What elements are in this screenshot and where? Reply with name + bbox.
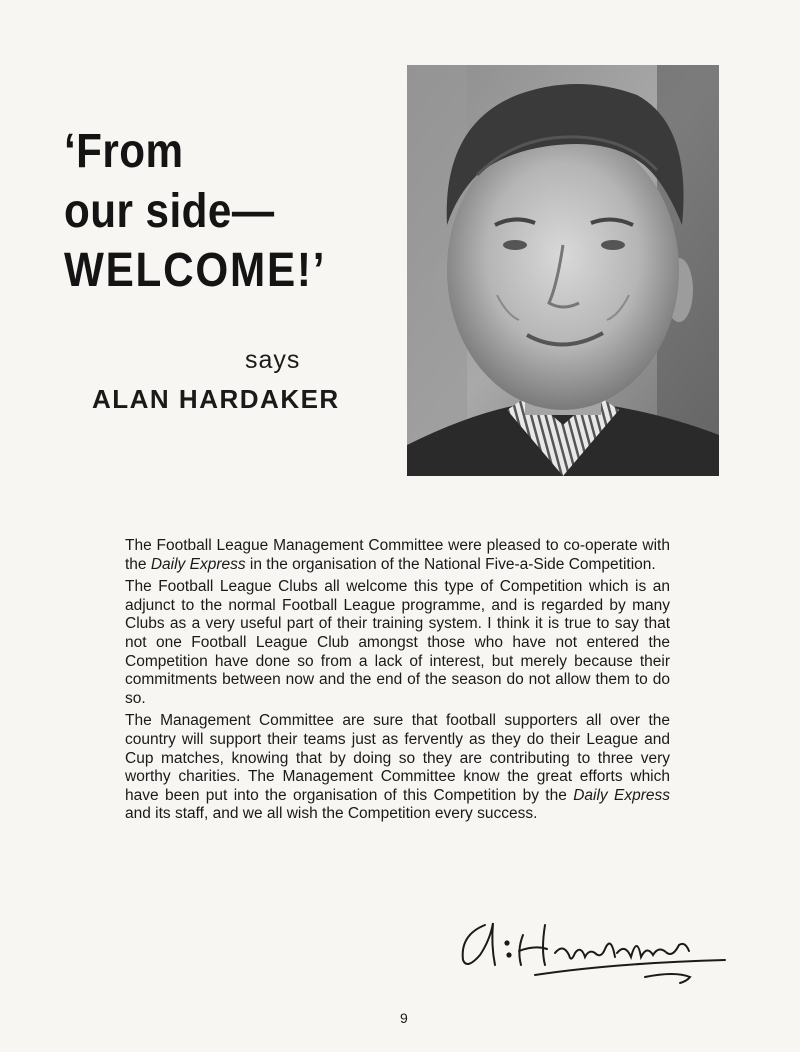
byline-says: says [245, 346, 301, 374]
portrait-photo [407, 65, 719, 476]
headline-line-3: WELCOME!’ [64, 244, 327, 298]
paragraph-2: The Football League Clubs all welcome this type of Competition which is an adjunct to the normal Football League programme, and is regarded by many Clubs as a very useful part of their training system. I think it is true to say that not one Football League Club amongst those who have not entered the Competition have done so from a lack of interest, but merely because their commitments between now and the end of the season do not allow them to do so. [125, 578, 670, 707]
headline-line-2: our side— [64, 184, 275, 238]
headline-line-1: ‘From [64, 125, 184, 178]
page-number: 9 [400, 1010, 408, 1026]
paragraph-1: The Football League Management Committee were pleased to co-operate with the Daily Express in the organisation of the National Five-a-Side Competition. [125, 537, 670, 573]
headline [64, 122, 326, 301]
paragraph-3: The Management Committee are sure that football supporters all over the country will support their teams just as fervently as they do their League and Cup matches, knowing that by doing so they are contributing to three very worthy charities. The Management Committee know the great efforts which have been put into the organisation of this Competition by the Daily Express and its staff, and we all wish the Competition every success. [125, 712, 670, 823]
signature [455, 905, 740, 985]
article-body [125, 537, 670, 828]
byline-author: ALAN HARDAKER [92, 384, 340, 414]
